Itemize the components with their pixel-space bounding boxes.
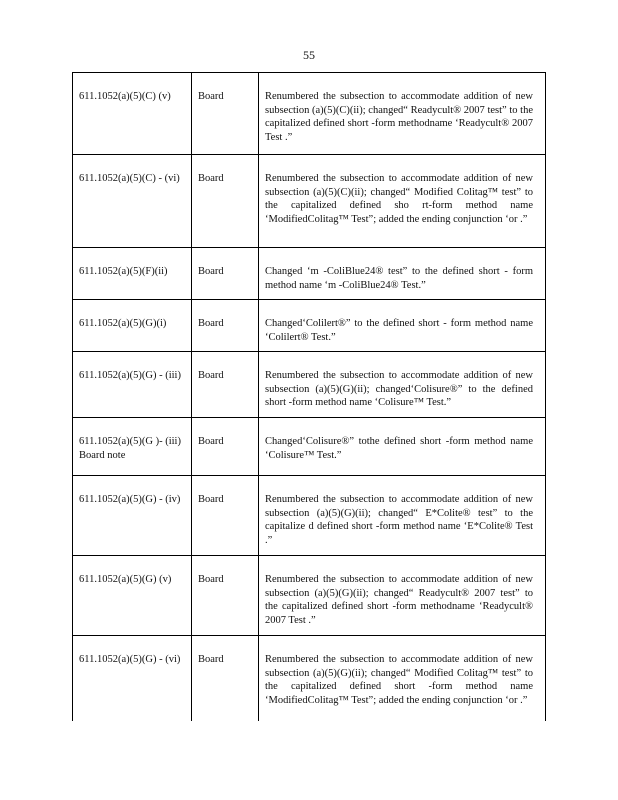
table-row (73, 352, 546, 418)
description-cell: Renumbered the subsection to accommodate addition of new subsection (a)(5)(C)(ii); changed“ Readycult® 2007 test” to the capitalized defined short -form methodname ‘Readycult® 2007 Test .” (259, 73, 546, 155)
table-row (73, 418, 546, 476)
table-row (73, 155, 546, 248)
description-cell: Renumbered the subsection to accommodate addition of new subsection (a)(5)(G)(ii); changed“ Modified Colitag™ test” to the capitalized defined short -form method name ‘ModifiedColitag™ Test”; added the ending conjunction ‘or .” (259, 636, 546, 721)
section-cell: 611.1052(a)(5)(F)(ii) (73, 248, 192, 300)
table-row (73, 73, 546, 155)
section-cell: 611.1052(a)(5)(G )- (iii) Board note (73, 418, 192, 476)
body-cell: Board (192, 556, 259, 636)
description-cell: Renumbered the subsection to accommodate addition of new subsection (a)(5)(G)(ii); changed“ E*Colite® test” to the capitalize d defined short -form method name ‘E*Colite® Test .” (259, 476, 546, 556)
table-row (73, 476, 546, 556)
page-number: 55 (303, 48, 315, 62)
table-row (73, 636, 546, 721)
body-cell: Board (192, 248, 259, 300)
table-row (73, 556, 546, 636)
body-cell: Board (192, 300, 259, 352)
section-cell: 611.1052(a)(5)(G) - (iv) (73, 476, 192, 556)
description-cell: Changed‘Colilert®” to the defined short - form method name ‘Colilert® Test.” (259, 300, 546, 352)
body-cell: Board (192, 418, 259, 476)
amendments-table (72, 72, 546, 721)
body-cell: Board (192, 476, 259, 556)
body-cell: Board (192, 73, 259, 155)
body-cell: Board (192, 352, 259, 418)
body-cell: Board (192, 636, 259, 721)
section-cell: 611.1052(a)(5)(C) - (vi) (73, 155, 192, 248)
section-cell: 611.1052(a)(5)(G) - (vi) (73, 636, 192, 721)
body-cell: Board (192, 155, 259, 248)
description-cell: Renumbered the subsection to accommodate addition of new subsection (a)(5)(G)(ii); changed“ Readycult® 2007 test” to the capitalized defined short -form methodname ‘Readycult® 2007 Test .” (259, 556, 546, 636)
description-cell: Changed ‘m -ColiBlue24® test” to the defined short - form method name ‘m -ColiBlue24® Test.” (259, 248, 546, 300)
section-cell: 611.1052(a)(5)(C) (v) (73, 73, 192, 155)
description-cell: Changed‘Colisure®” tothe defined short -form method name ‘Colisure™ Test.” (259, 418, 546, 476)
description-cell: Renumbered the subsection to accommodate addition of new subsection (a)(5)(C)(ii); changed“ Modified Colitag™ test” to the capitalized defined sho rt-form method name ‘ModifiedColitag™ Test”; added the ending conjunction ‘or .” (259, 155, 546, 248)
section-cell: 611.1052(a)(5)(G)(i) (73, 300, 192, 352)
section-cell: 611.1052(a)(5)(G) - (iii) (73, 352, 192, 418)
table-row (73, 248, 546, 300)
table-row (73, 300, 546, 352)
description-cell: Renumbered the subsection to accommodate addition of new subsection (a)(5)(G)(ii); changed‘Colisure®” to the defined short -form method name ‘Colisure™ Test.” (259, 352, 546, 418)
section-cell: 611.1052(a)(5)(G) (v) (73, 556, 192, 636)
